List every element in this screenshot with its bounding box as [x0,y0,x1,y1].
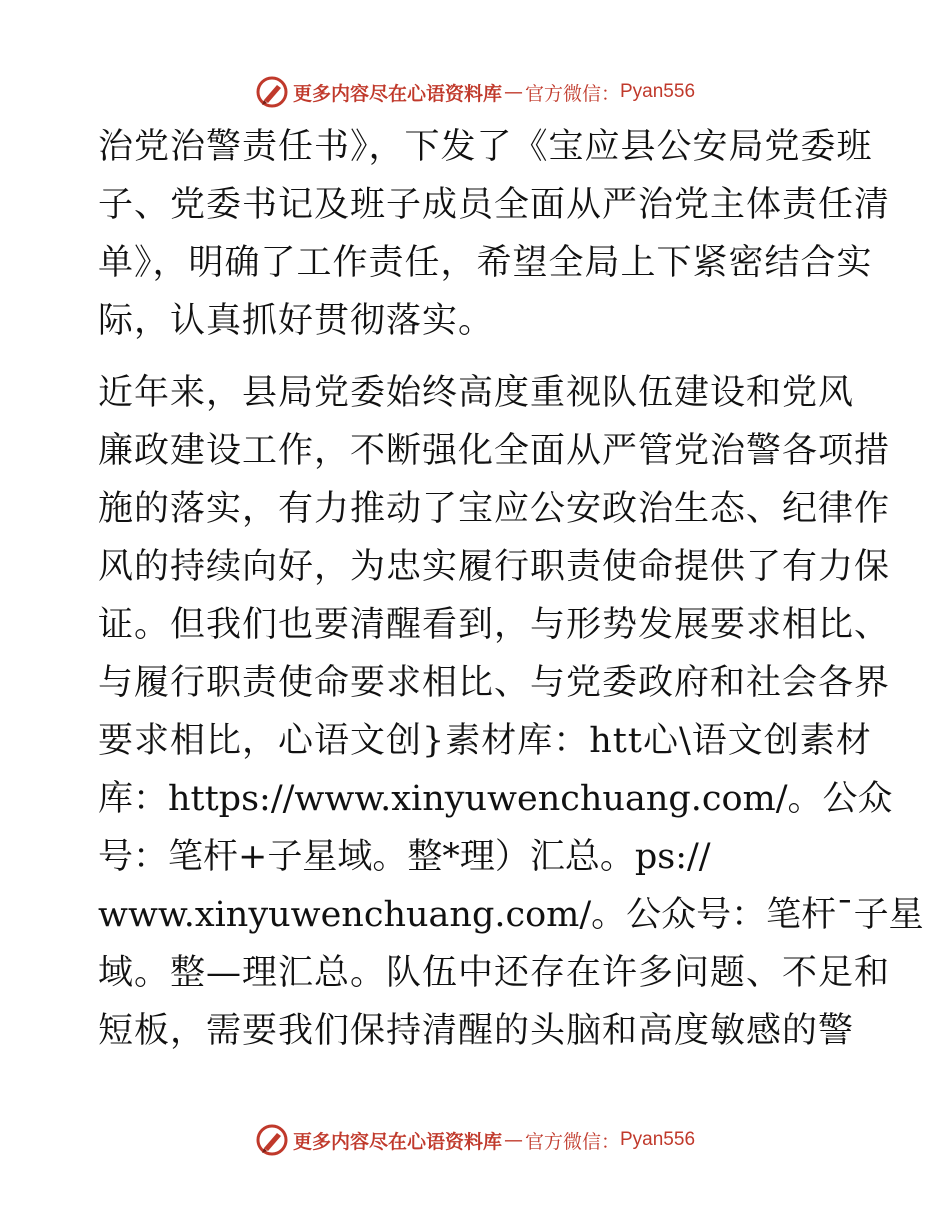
text-line: 风的持续向好，为忠实履行职责使命提供了有力保 [98,547,891,587]
text-line: 施的落实，有力推动了宝应公安政治生态、纪律作 [98,489,891,529]
banner-main-text: 更多内容尽在心语资料库 [292,82,502,105]
paragraph-2 [98,364,924,1060]
text-line: 要求相比，心语文创}素材库：htt心\语文创素材 [98,721,872,761]
text-line: 廉政建设工作，不断强化全面从严管党治警各项措 [98,431,891,471]
banner-wechat-id: Pyan556 [620,1129,696,1150]
text-line: 近年来，县局党委始终高度重视队伍建设和党风 [98,373,855,413]
text-line: 与履行职责使命要求相比、与党委政府和社会各界 [98,663,891,703]
text-line: 治党治警责任书》，下发了《宝应县公安局党委班 [98,127,873,167]
footer-banner [0,1120,950,1160]
text-line: 库：https://www.xinyuwenchuang.com/。公众 [98,779,893,819]
banner-dash: — [503,81,523,103]
banner-wechat-label: 官方微信： [524,1130,620,1153]
paragraph-1 [98,118,891,350]
document-body [98,118,924,1060]
pen-logo-icon [255,75,289,109]
banner-wechat-label: 官方微信： [524,82,620,105]
text-line: 单》，明确了工作责任，希望全局上下紧密结合实 [98,243,873,283]
text-line: 子、党委书记及班子成员全面从严治党主体责任清 [98,185,891,225]
text-line: 号：笔杆+子星域。整*理）汇总。ps:// [98,837,711,877]
banner-wechat-id: Pyan556 [620,81,696,102]
banner-dash: — [503,1129,523,1151]
text-line: 短板，需要我们保持清醒的头脑和高度敏感的警 [98,1011,855,1051]
text-line: 域。整—理汇总。队伍中还存在许多问题、不足和 [98,953,891,993]
banner-main-text: 更多内容尽在心语资料库 [292,1130,502,1153]
text-line: 际，认真抓好贯彻落实。 [98,301,495,341]
text-line: www.xinyuwenchuang.com/。公众号：笔杆¯子星 [98,895,924,935]
pen-logo-icon [255,1123,289,1157]
header-banner [0,72,950,112]
text-line: 证。但我们也要清醒看到，与形势发展要求相比、 [98,605,891,645]
